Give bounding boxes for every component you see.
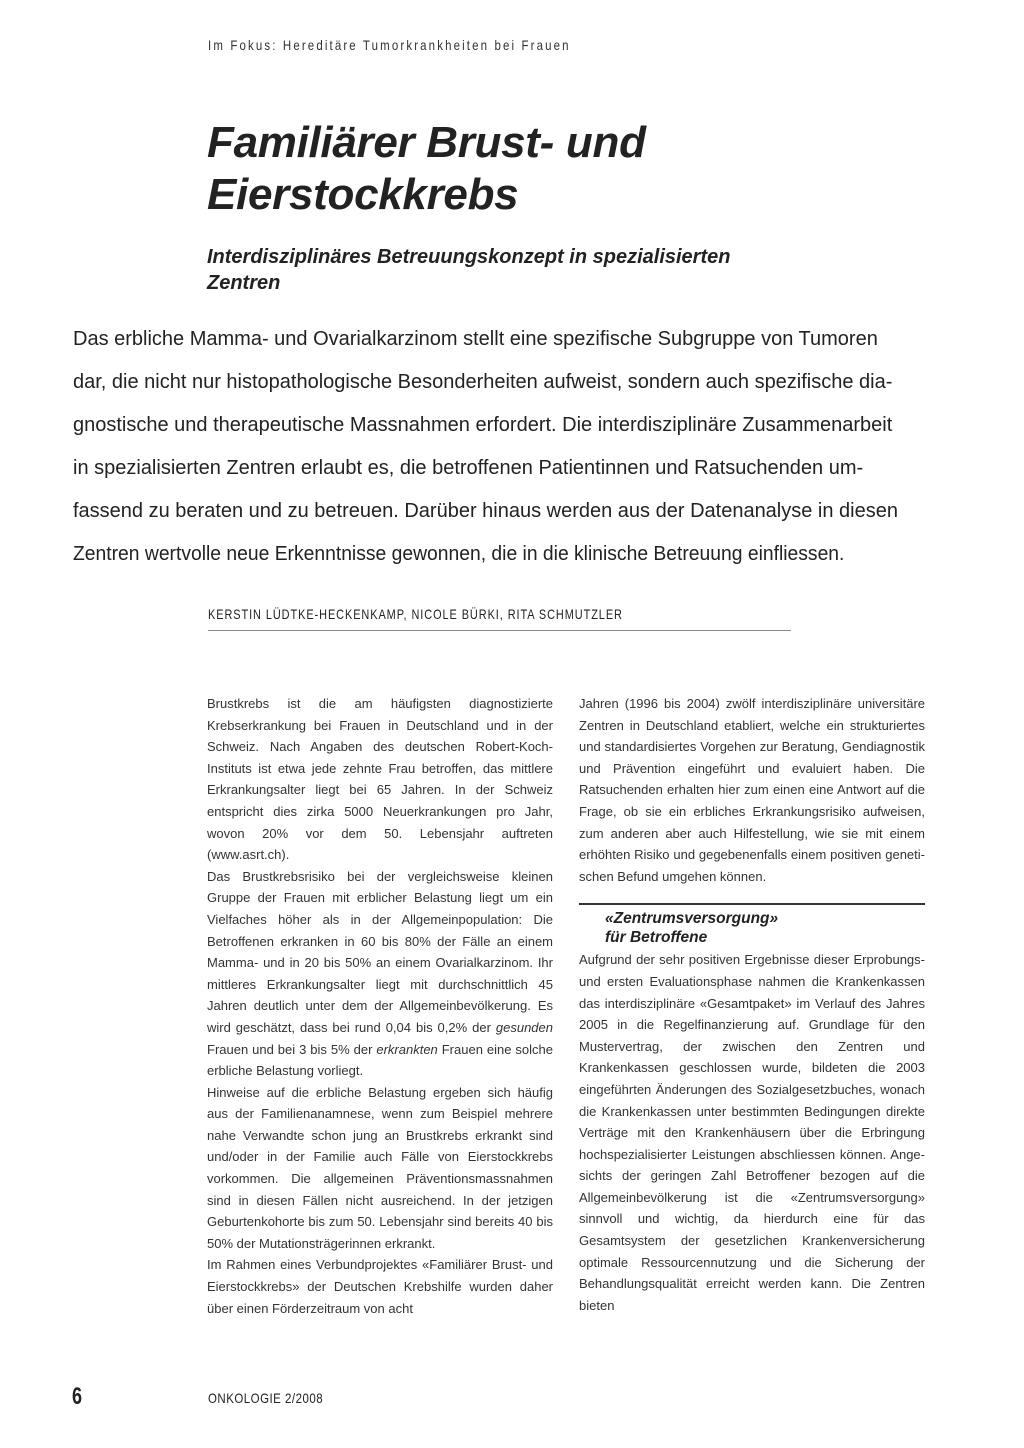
- text-run: Das Brustkrebsrisiko bei der vergleichsweise kleinen Gruppe der Frauen mit erblicher Belastung liegt um ein Vielfaches höher als in der Allgemeinpopulation: Die Betroffenen erkranken in 60 bis 80% der Fälle an einem Mamma- und in 20 bis 50% an einem Ovarialkarzinom. Ihr mittleres Erkrankungsalter liegt mit durchschnittlich 45 Jahren deutlich unter dem der Allgemeinbevölkerung. Es wird geschätzt, dass bei rund 0,04 bis 0,2% der: [207, 868, 553, 1035]
- title-line-1: Familiärer Brust- und: [207, 118, 646, 167]
- journal-issue: ONKOLOGIE 2/2008: [208, 1390, 324, 1406]
- page-number: 6: [72, 1383, 83, 1410]
- section-heading-line-2: für Betroffene: [605, 929, 708, 947]
- body-paragraph: Hinweise auf die erbliche Belastung ergeben sich häufig aus der Familienanamnese, wenn zum Beispiel mehrere nahe Verwandte schon jung an Brustkrebs erkrankt sind und/oder in der Familie auch Fälle von Eierstockkrebs vorkommen. Die allgemeinen Präventionsmassnahmen sind in diesen Fällen nicht ausreichend. In der jetzigen Geburtenkohorte bis zum 50. Lebensjahr sind bereits 40 bis 50% der Mutationsträgerinnen erkrankt.: [207, 1084, 553, 1251]
- lead-paragraph: [73, 318, 915, 576]
- subtitle-line-2: Zentren: [207, 272, 281, 294]
- lead-line: fassend zu beraten und zu betreuen. Darüber hinaus werden aus der Datenanalyse in diesen: [73, 500, 898, 522]
- subtitle-line-1: Interdisziplinäres Betreuungskonzept in spezialisierten: [207, 246, 731, 268]
- author-names: KERSTIN LÜDTKE-HECKENKAMP, NICOLE BÜRKI, RITA SCHMUTZLER: [208, 606, 623, 622]
- lead-line: Zentren wertvolle neue Erkenntnisse gewonnen, die in die klinische Betreuung einfliessen.: [73, 543, 845, 565]
- emphasis-text: erkrankten: [376, 1041, 438, 1057]
- body-paragraph: [207, 866, 553, 1082]
- body-paragraph: Brustkrebs ist die am häufigsten diagnostizierte Krebserkrankung bei Frauen in Deutschland und in der Schweiz. Nach Angaben des deutschen Robert-Koch-Instituts ist etwa jede zehnte Frau betroffen, das mittlere Erkrankungsalter liegt bei 65 Jahren. In der Schweiz entspricht dies zirka 5000 Neuerkrankungen pro Jahr, wovon 20% vor dem 50. Lebensjahr auftreten (www.asrt.ch).: [207, 696, 553, 863]
- lead-line: gnostische und therapeutische Massnahmen erfordert. Die interdisziplinäre Zusammenarbeit: [73, 414, 893, 436]
- section-heading-line-1: «Zentrumsversorgung»: [605, 910, 779, 928]
- lead-line: in spezialisierten Zentren erlaubt es, die betroffenen Patientinnen und Ratsuchenden um-: [73, 457, 864, 479]
- text-run: Frauen eine solche erbliche Belastung vorliegt.: [207, 1041, 553, 1079]
- article-title: [207, 117, 927, 221]
- body-column-right: [579, 693, 925, 1316]
- body-paragraph: Jahren (1996 bis 2004) zwölf interdisziplinäre universitäre Zentren in Deutschland etabliert, welche ein strukturiertes und standardisiertes Vorgehen zur Beratung, Gendiagnostik und Prävention eingeführt und evaluiert haben. Die Ratsuchenden erhalten hier zum einen eine Antwort auf die Frage, ob sie ein erbliches Erkrankungsrisiko aufweisen, zum anderen aber auch Hilfestellung, wie sie mit einem erhöhten Risiko und gegebenenfalls einem positiven genetischen Befund umgehen können.: [579, 696, 925, 884]
- body-column-left: [207, 693, 553, 1319]
- section-heading: [579, 909, 925, 947]
- text-run: Frauen und bei 3 bis 5% der: [207, 1041, 377, 1057]
- article-subtitle: [207, 244, 927, 296]
- section-kicker: Im Fokus: Hereditäre Tumorkrankheiten bei Frauen: [208, 37, 571, 53]
- body-paragraph: Im Rahmen eines Verbundprojektes «Familiärer Brust- und Eierstockkrebs» der Deutschen Krebshilfe wurden daher über einen Förderzeitraum von acht: [207, 1257, 553, 1316]
- body-paragraph: Aufgrund der sehr positiven Ergebnisse dieser Erprobungs- und ersten Evaluationsphase nahmen die Krankenkassen das interdisziplinäre «Gesamtpaket» im Verlauf des Jahres 2005 in die Regelfinanzierung auf. Grundlage für den Mustervertrag, der zwischen den Zentren und Krankenkassen geschlossen wurde, bildeten die 2003 eingeführten Änderungen des Sozialgesetzbuches, wonach die Krankenkassen unter bestimmten Bedingungen direkte Verträge mit den Krankenhäusern über die Erbringung hochspezialisierter Leistungen abschliessen können. Angesichts der geringen Zahl Betroffener bezogen auf die Allgemeinbevölkerung ist die «Zentrumsversorgung» sinnvoll und wichtig, da hierdurch eine für das Gesamtsystem der gesetzlichen Krankenversicherung optimale Ressourcennutzung und die Sicherung der Behandlungsqualität erreicht werden kann. Die Zentren bieten: [579, 952, 925, 1313]
- title-line-2: Eierstockkrebs: [207, 170, 519, 219]
- author-byline: [208, 606, 791, 631]
- lead-line: dar, die nicht nur histopathologische Besonderheiten aufweist, sondern auch spezifische dia-: [73, 371, 893, 393]
- section-divider: [579, 903, 925, 905]
- emphasis-text: gesunden: [495, 1019, 553, 1035]
- lead-line: Das erbliche Mamma- und Ovarialkarzinom stellt eine spezifische Subgruppe von Tumoren: [73, 328, 878, 350]
